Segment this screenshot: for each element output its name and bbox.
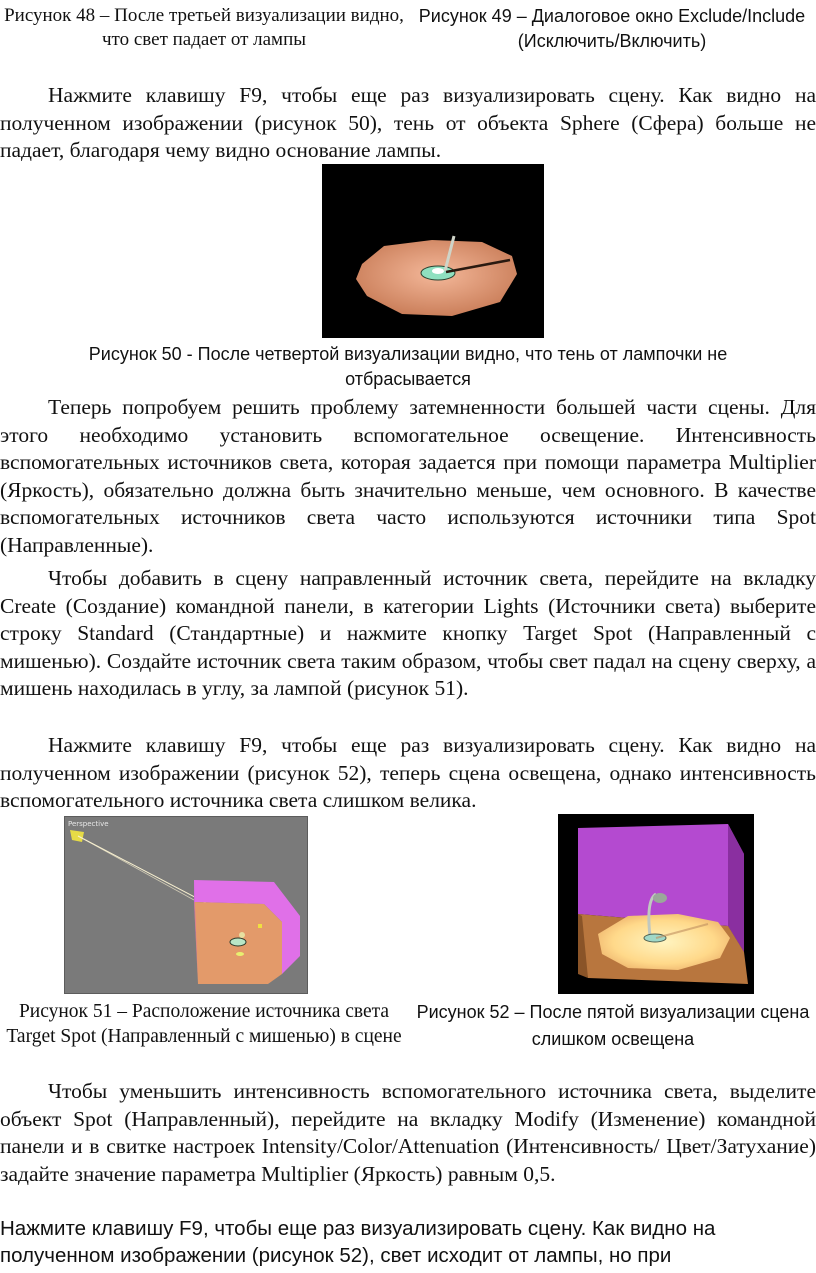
paragraph-3: Чтобы добавить в сцену направленный источник света, перейдите на вкладку Create (Создание) командной панели, в категории Lights (Источники света) выберите строку Standard (Стандартные) и нажмите кнопку Target Spot (Направленный с мишенью). Создайте источник света таким образом, чтобы свет падал на сцену сверху, а мишень находилась в углу, за лампой (рисунок 51). (0, 566, 816, 700)
paragraph-2: Теперь попробуем решить проблему затемненности большей части сцены. Для этого необходимо установить вспомогательное освещение. Интенсивность вспомогательных источников света, которая задается при помощи параметра Multiplier (Яркость), обязательно должна быть значительно меньше, чем основного. В качестве вспомогательных источников света часто используются источники типа Spot (Направленные). (0, 395, 816, 557)
figure-52-image (558, 814, 754, 994)
paragraph-6: Нажмите клавишу F9, чтобы еще раз визуализировать сцену. Как видно на полученном изображении (рисунок 52), свет исходит от лампы, но при (0, 1217, 716, 1267)
figure-51-image (64, 816, 308, 994)
caption-figure-50: Рисунок 50 - После четвертой визуализации видно, что тень от лампочки не отбрасывается (88, 344, 728, 389)
figure-50-image (322, 164, 544, 338)
caption-figure-51: Рисунок 51 – Расположение источника света Target Spot (Направленный с мишенью) в сцене (6, 1001, 402, 1047)
paragraph-4: Нажмите клавишу F9, чтобы еще раз визуализировать сцену. Как видно на полученном изображении (рисунок 52), теперь сцена освещена, однако интенсивность вспомогательного источника света слишком велика. (0, 733, 816, 812)
paragraph-5: Чтобы уменьшить интенсивность вспомогательного источника света, выделите объект Spot (Направленный), перейдите на вкладку Modify (Изменение) командной панели и в свитке настроек Intensity/Color/Attenuation (Интенсивность/ Цвет/Затухание) задайте значение параметра Multiplier (Яркость) равным 0,5. (0, 1079, 816, 1186)
paragraph-1: Нажмите клавишу F9, чтобы еще раз визуализировать сцену. Как видно на полученном изображении (рисунок 50), тень от объекта Sphere (Сфера) больше не падает, благодаря чему видно основание лампы. (0, 83, 816, 162)
caption-figure-52: Рисунок 52 – После пятой визуализации сцена слишком освещена (416, 1002, 810, 1049)
caption-figure-49: Рисунок 49 – Диалоговое окно Exclude/Include (Исключить/Включить) (418, 6, 806, 51)
viewport-label: Perspective (68, 820, 109, 828)
caption-figure-48: Рисунок 48 – После третьей визуализации видно, что свет падает от лампы (4, 5, 404, 50)
